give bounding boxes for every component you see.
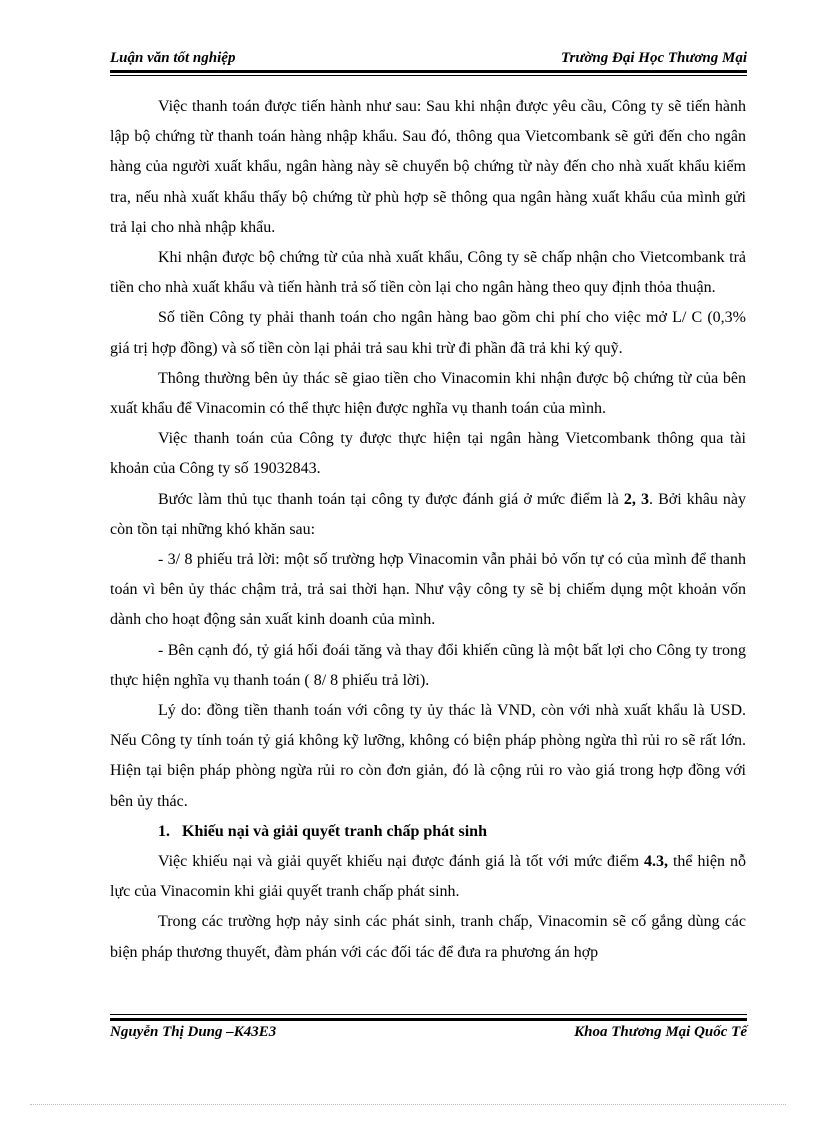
score-value: 4.3, <box>644 853 668 871</box>
footer-left: Nguyễn Thị Dung –K43E3 <box>110 1024 277 1040</box>
heading-text: Khiếu nại và giải quyết tranh chấp phát sinh <box>182 822 487 840</box>
section-heading <box>110 817 746 847</box>
score-value: 2, 3 <box>623 490 649 508</box>
paragraph: Lý do: đồng tiền thanh toán với công ty ủy thác là VND, còn với nhà xuất khẩu là USD. Nếu Công ty tính toán tỷ giá không kỹ lưỡng, không có biện pháp phòng ngừa thì rủi ro sẽ rất lớn. Hiện tại biện pháp phòng ngừa rủi ro còn đơn giản, đó là cộng rủi ro vào giá trong hợp đồng với bên ủy thác. <box>110 702 746 810</box>
paragraph: Việc thanh toán được tiến hành như sau: Sau khi nhận được yêu cầu, Công ty sẽ tiến hành lập bộ chứng từ thanh toán hàng nhập khẩu. Sau đó, thông qua Vietcombank sẽ gửi đến cho ngân hàng của người xuất khẩu, ngân hàng này sẽ chuyển bộ chứng từ này đến cho nhà xuất khẩu kiểm tra, nếu nhà xuất khẩu thấy bộ chứng từ phù hợp sẽ thông qua ngân hàng xuất khẩu của mình gửi trả lại cho nhà nhập khẩu. <box>110 98 746 236</box>
document-body <box>110 92 746 968</box>
paragraph-score: Bước làm thủ tục thanh toán tại công ty được đánh giá ở mức điểm là 2, 3. Bởi khâu này còn tồn tại những khó khăn sau: <box>110 490 747 538</box>
paragraph: - 3/ 8 phiếu trả lời: một số trường hợp Vinacomin vẫn phải bỏ vốn tự có của mình để thanh toán vì bên ủy thác chậm trả, trả sai thời hạn. Như vậy công ty sẽ bị chiếm dụng một khoản vốn dành cho hoạt động sản xuất kinh doanh của mình. <box>110 551 746 629</box>
heading-number: 1. <box>158 822 170 840</box>
paragraph: Khi nhận được bộ chứng từ của nhà xuất khẩu, Công ty sẽ chấp nhận cho Vietcombank trả tiền cho nhà xuất khẩu và tiến hành trả số tiền còn lại cho ngân hàng theo quy định thỏa thuận. <box>110 249 746 297</box>
header-rule-thick <box>110 70 747 73</box>
paragraph: Thông thường bên ủy thác sẽ giao tiền cho Vinacomin khi nhận được bộ chứng từ của bên xuất khẩu để Vinacomin có thể thực hiện được nghĩa vụ thanh toán của mình. <box>110 369 746 418</box>
footer-right: Khoa Thương Mại Quốc Tế <box>574 1024 747 1040</box>
paragraph: Trong các trường hợp nảy sinh các phát sinh, tranh chấp, Vinacomin sẽ cố gắng dùng các biện pháp thương thuyết, đàm phán với các đối tác để đưa ra phương án hợp <box>110 913 746 961</box>
paragraph: - Bên cạnh đó, tỷ giá hối đoái tăng và thay đổi khiến cũng là một bất lợi cho Công ty trong thực hiện nghĩa vụ thanh toán ( 8/ 8 phiếu trả lời). <box>110 641 746 689</box>
footer-rule-thin <box>110 1014 747 1015</box>
paragraph: Việc thanh toán của Công ty được thực hiện tại ngân hàng Vietcombank thông qua tài khoản của Công ty số 19032843. <box>110 430 746 478</box>
header-rule-thin <box>110 75 747 76</box>
paragraph-score: Việc khiếu nại và giải quyết khiếu nại được đánh giá là tốt với mức điểm 4.3, thể hiện nỗ lực của Vinacomin khi giải quyết tranh chấp phát sinh. <box>110 853 746 901</box>
page-edge-dots <box>30 1104 786 1105</box>
page-header <box>110 50 747 67</box>
paragraph: Số tiền Công ty phải thanh toán cho ngân hàng bao gồm chi phí cho việc mở L/ C (0,3% giá trị hợp đồng) và số tiền còn lại phải trả sau khi trừ đi phần đã trả khi ký quỹ. <box>110 309 746 357</box>
header-left: Luận văn tốt nghiệp <box>110 50 236 66</box>
page-footer <box>110 1024 747 1041</box>
header-right: Trường Đại Học Thương Mại <box>560 50 747 66</box>
footer-rule-thick <box>110 1018 747 1021</box>
